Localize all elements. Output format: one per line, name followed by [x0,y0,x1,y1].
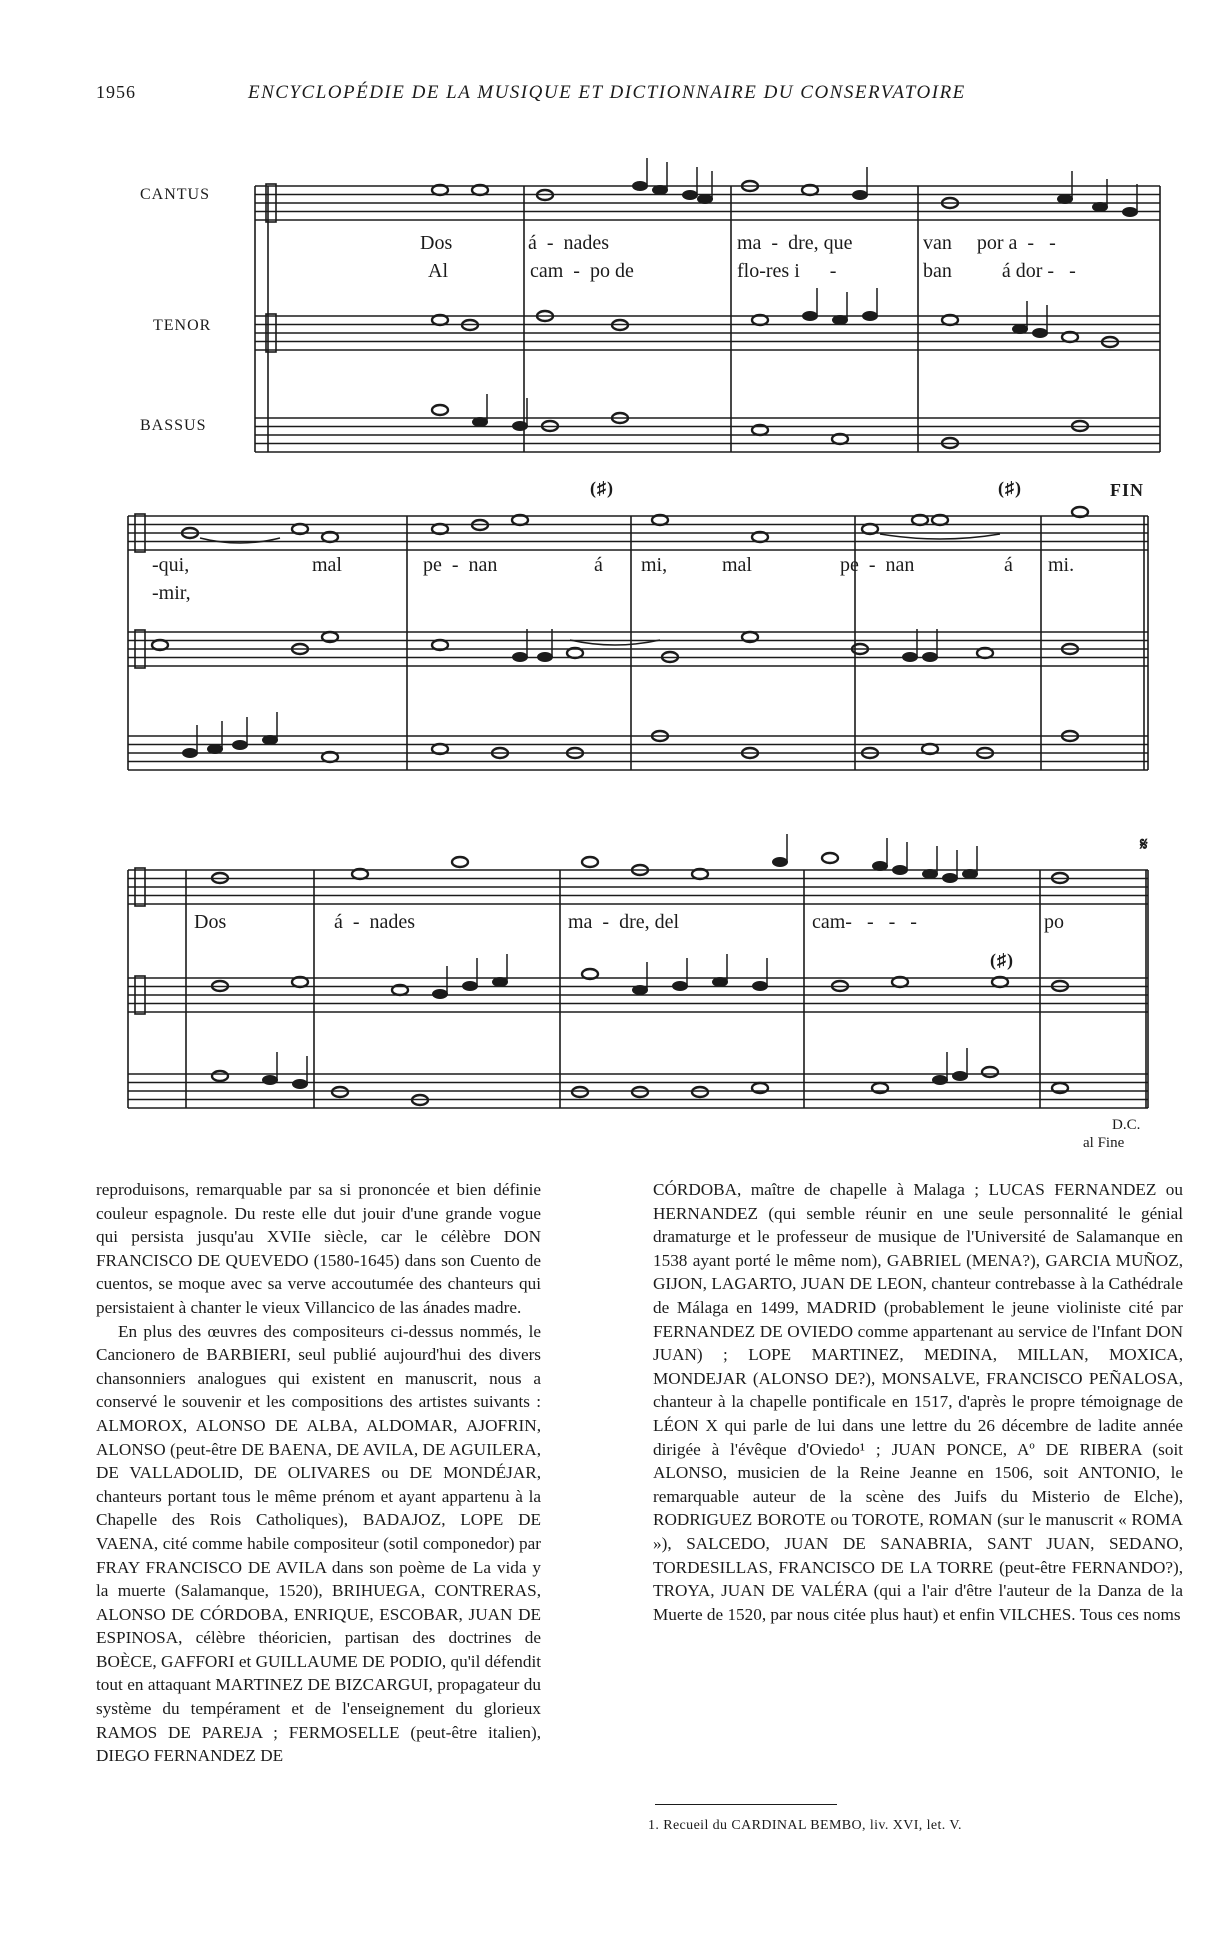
note-head [537,652,553,662]
note-head [872,861,888,871]
note-head [652,185,668,195]
note-head [922,652,938,662]
note-head [672,981,688,991]
note-head [852,190,868,200]
note-head [572,1087,588,1097]
note-head [472,417,488,427]
note-head [902,652,918,662]
note-head [922,869,938,879]
lyric-s3-0: Dos [194,911,227,933]
note-head [512,421,528,431]
note-head [207,744,223,754]
note-head [212,1071,228,1081]
voice-label-bassus: BASSUS [140,417,207,434]
note-head [697,194,713,204]
running-head: ENCYCLOPÉDIE DE LA MUSIQUE ET DICTIONNAIRE DU CONSERVATOIRE [248,82,966,103]
footnote-rule [655,1804,837,1805]
note-head [332,1087,348,1097]
paragraph: En plus des œuvres des compositeurs ci-dessus nommés, le Cancionero de BARBIERI, seul publié aujourd'hui des divers chansonniers analogues qui existent en manuscrit, nous a conservé le souvenir et les compositions des artistes suivants : ALMOROX, ALONSO DE ALBA, ALDOMAR, AJOFRIN, ALONSO (peut-être DE BAENA, DE AVILA, DE AGUILERA, DE VALLADOLID, DE OLIVARES ou DE MONDÉJAR, chanteurs portant tous le même prénom et ayant appartenu à la Chapelle des Rois Catholiques), BADAJOZ, LOPE DE VAENA, cité comme habile compositeur (sotil componedor) par FRAY FRANCISCO DE AVILA dans son poème de La vida y la muerte (Salamanque, 1520), BRIHUEGA, CONTRERAS, ALONSO DE CÓRDOBA, ENRIQUE, ESCOBAR, JUAN DE ESPINOSA, célèbre théoricien, partisan des doctrines de BOÈCE, GAFFORI et GUILLAUME DE PODIO, qu'il défendit tout en attaquant MARTINEZ DE BIZCARGUI, propagateur du système du tempérament et de l'enseignement du glorieux RAMOS DE PAREJA ; FERMOSELLE (peut-être italien), DIEGO FERNANDEZ DE [96,1321,541,1766]
paragraph: CÓRDOBA, maître de chapelle à Malaga ; LUCAS FERNANDEZ ou HERNANDEZ (qui semble réunir en une seule personnalité le génial dramaturge et le professeur de musique de l'Université de Salamanque en 1538 ayant porté le même nom), GABRIEL (MENA?), GARCIA MUÑOZ, GIJON, LAGARTO, JUAN DE LEON, chanteur contrebasse à la Cathédrale de Málaga en 1499, MADRID (probablement le jeune violiniste cité par FERNANDEZ DE OVIEDO comme appartenant au service de l'Infant DON JUAN) ; LOPE MARTINEZ, MEDINA, MILLAN, MOXICA, MONDEJAR (ALONSO DE?), MONSALVE, FRANCISCO PEÑALOSA, chanteur à la chapelle pontificale en 1517, d'après le propre témoignage de LÉON X qui parle de lui dans une lettre du 26 décembre de ladite année dirigée à l'évêque d'Oviedo¹ ; JUAN PONCE, Aº DE RIBERA (soit ALONSO, musicien de la Reine Jeanne en 1506, soit ANTONIO, le remarquable auteur de la scène des Juifs du Misterio de Elche), RODRIGUEZ BOROTE ou TOROTE, ROMAN (sur le manuscrit « ROMA »), SALCEDO, JUAN DE SANABRIA, SANT JUAN, SEDANO, TORDESILLAS, FRANCISCO DE LA TORRE (peut-être FERNANDO?), TROYA, JUAN DE VALÉRA (qui a l'air d'être l'auteur de la Danza de la Muerte de 1520, par nous citée plus haut) et enfin VILCHES. Tous ces noms [653,1180,1183,1624]
note-head [752,981,768,991]
note-head [712,977,728,987]
note-head [632,985,648,995]
lyric-s2-6: pe - nan [840,554,915,576]
note-head [182,748,198,758]
note-head [942,873,958,883]
lyric-s1-l2-1: cam - po de [530,260,634,282]
note-head [432,405,448,415]
page-number: 1956 [96,82,136,102]
note-head [1012,324,1028,334]
lyric-s3-2: ma - dre, del [568,911,680,933]
note-head [802,311,818,321]
note-head [982,1067,998,1077]
segno-mark: 𝄋 [1140,834,1149,854]
lyric-s1-l2-0: Al [428,260,448,282]
sharp-mark-2: (♯) [998,478,1022,498]
al-fine-mark: al Fine [1083,1135,1125,1151]
paragraph: reproduisons, remarquable par sa si prononcée et bien définie couleur espagnole. Du reste elle dut jouir d'une grande vogue qui persista jusqu'au XVIIe siècle, car le célèbre DON FRANCISCO DE QUEVEDO (1580-1645) dans son Cuento de cuentos, se moque avec sa verve accoutumée des chanteurs qui persistaient à chanter le vieux Villancico de las ánades madre. [96,1180,541,1317]
note-head [932,1075,948,1085]
lyric-s3-1: á - nades [334,911,416,933]
sharp-mark-1: (♯) [590,478,614,498]
lyric-s1-l1-1: á - nades [528,232,610,254]
tie [880,534,1000,539]
lyric-s1-l2-2: flo-res i - [737,260,837,282]
lyric-s2-5: mal [722,554,752,576]
note-head [512,652,528,662]
lyric-s2-4: mi, [641,554,668,576]
note-head [432,989,448,999]
lyric-s2-7: á [1004,554,1013,576]
lyric-s3-3: cam- - - - [812,911,917,933]
lyric-s3-4: po [1044,911,1064,933]
note-head [582,857,598,867]
voice-label-tenor: TENOR [153,317,212,334]
note-head [262,735,278,745]
note-head [462,981,478,991]
lyric-s2-0: -qui, [152,554,190,576]
lyric-s1-l2-3: ban á dor - - [923,260,1076,282]
note-head [682,190,698,200]
note-head [962,869,978,879]
note-head [632,1087,648,1097]
lyric-s1-l1-0: Dos [420,232,453,254]
footnote: 1. Recueil du CARDINAL BEMBO, liv. XVI, let. V. [648,1818,962,1833]
note-head [1092,202,1108,212]
note-head [892,865,908,875]
note-head [232,740,248,750]
note-head [862,311,878,321]
fin-mark: FIN [1110,480,1144,500]
lyric-s2-3: á [594,554,603,576]
lyric-s2-2: pe - nan [423,554,498,576]
text-column-left [96,1178,541,1768]
note-head [772,857,788,867]
lyric-s2-1: mal [312,554,342,576]
tie [200,538,280,543]
note-head [1057,194,1073,204]
sharp-mark-3: (♯) [990,950,1014,970]
note-head [1122,207,1138,217]
voice-label-cantus: CANTUS [140,186,211,203]
note-head [822,853,838,863]
note-head [832,315,848,325]
note-head [262,1075,278,1085]
note-head [292,1079,308,1089]
text-column-right [653,1178,1183,1626]
note-head [452,857,468,867]
dc-mark: D.C. [1112,1117,1141,1133]
lyric-s2-8: mi. [1048,554,1075,576]
lyric-s1-l1-2: ma - dre, que [737,232,853,254]
note-head [1032,328,1048,338]
note-head [952,1071,968,1081]
note-head [632,181,648,191]
note-head [692,1087,708,1097]
lyric-s2-l2-0: -mir, [152,582,191,604]
note-head [492,977,508,987]
lyric-s1-l1-3: van por a - - [923,232,1056,254]
